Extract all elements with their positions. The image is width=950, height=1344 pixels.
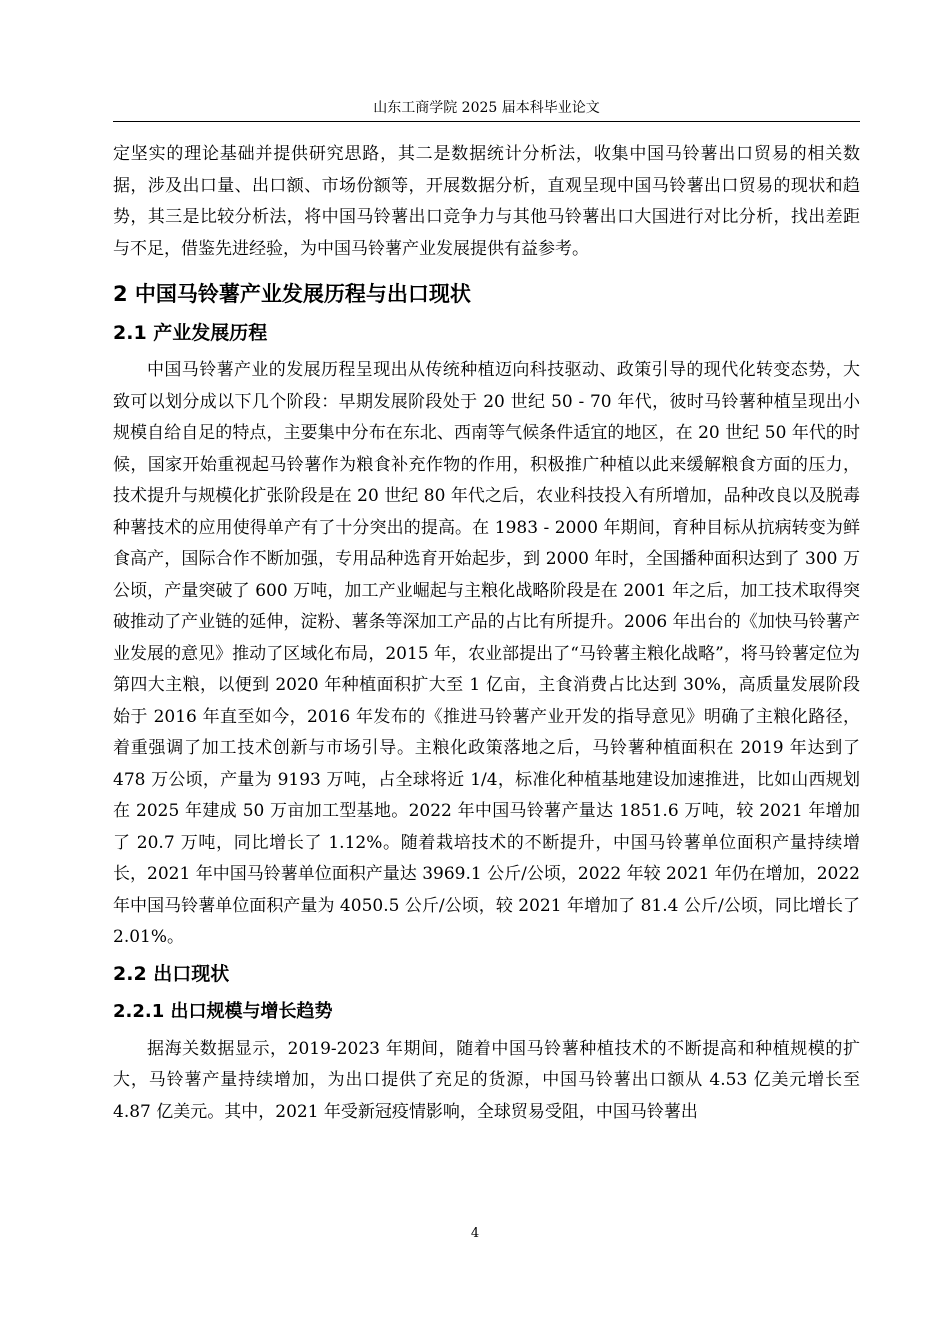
section-heading-2-1: 2.1 产业发展历程 [113, 322, 268, 344]
continuation-paragraph: 定坚实的理论基础并提供研究思路，其二是数据统计分析法，收集中国马铃薯出口贸易的相关数据，涉及出口量、出口额、市场份额等，开展数据分析，直观呈现中国马铃薯出口贸易的现状和趋势，其三是比较分析法，将中国马铃薯出口竞争力与其他马铃薯出口大国进行对比分析，找出差距与不足，借鉴先进经验，为中国马铃薯产业发展提供有益参考。 [113, 144, 860, 259]
export-scale-paragraph: 据海关数据显示，2019-2023 年期间，随着中国马铃薯种植技术的不断提高和种植规模的扩大，马铃薯产量持续增加，为出口提供了充足的货源，中国马铃薯出口额从 4.53 亿美元增长至 4.87 亿美元。其中，2021 年受新冠疫情影响，全球贸易受阻，中国马铃薯出 [113, 1038, 860, 1122]
section-heading-2-2: 2.2 出口现状 [113, 962, 230, 985]
section-heading-2: 2 中国马铃薯产业发展历程与出口现状 [113, 282, 471, 306]
page-body [113, 139, 860, 1128]
industry-history-paragraph: 中国马铃薯产业的发展历程呈现出从传统种植迈向科技驱动、政策引导的现代化转变态势，大致可以划分成以下几个阶段：早期发展阶段处于 20 世纪 50 - 70 年代，彼时马铃薯种植呈现出小规模自给自足的特点，主要集中分布在东北、西南等气候条件适宜的地区，在 20 世纪 50 年代的时候，国家开始重视起马铃薯作为粮食补充作物的作用，积极推广种植以此来缓解粮食方面的压力，技术提升与规模化扩张阶段是在 20 世纪 80 年代之后，农业科技投入有所增加，品种改良以及脱毒种薯技术的应用使得单产有了十分突出的提高。在 1983 - 2000 年期间，育种目标从抗病转变为鲜食高产，国际合作不断加强，专用品种选育开始起步，到 2000 年时，全国播种面积达到了 300 万公顷，产量突破了 600 万吨，加工产业崛起与主粮化战略阶段是在 2001 年之后，加工技术取得突破推动了产业链的延伸，淀粉、薯条等深加工产品的占比有所提升。2006 年出台的《加快马铃薯产业发展的意见》推动了区域化布局，2015 年，农业部提出了“马铃薯主粮化战略”，将马铃薯定位为第四大主粮，以便到 2020 年种植面积扩大至 1 亿亩，主食消费占比达到 30%，高质量发展阶段始于 2016 年直至如今，2016 年发布的《推进马铃薯产业开发的指导意见》明确了主粮化路径，着重强调了加工技术创新与市场引导。主粮化政策落地之后，马铃薯种植面积在 2019 年达到了 478 万公顷，产量为 9193 万吨，占全球将近 1/4，标准化种植基地建设加速推进，比如山西规划在 2025 年建成 50 万亩加工型基地。2022 年中国马铃薯产量达 1851.6 万吨，较 2021 年增加了 20.7 万吨，同比增长了 1.12%。随着栽培技术的不断提升，中国马铃薯单位面积产量持续增长，2021 年中国马铃薯单位面积产量达 3969.1 公斤/公顷，2022 年较 2021 年仍在增加，2022 年中国马铃薯单位面积产量为 4050.5 公斤/公顷，较 2021 年增加了 81.4 公斤/公顷，同比增长了 2.01%。 [113, 360, 860, 947]
section-heading-2-2-1: 2.2.1 出口规模与增长趋势 [113, 1000, 333, 1022]
page-number: 4 [470, 1226, 480, 1241]
running-header: 山东工商学院 2025 届本科毕业论文 [373, 100, 600, 116]
header-rule [113, 121, 860, 122]
